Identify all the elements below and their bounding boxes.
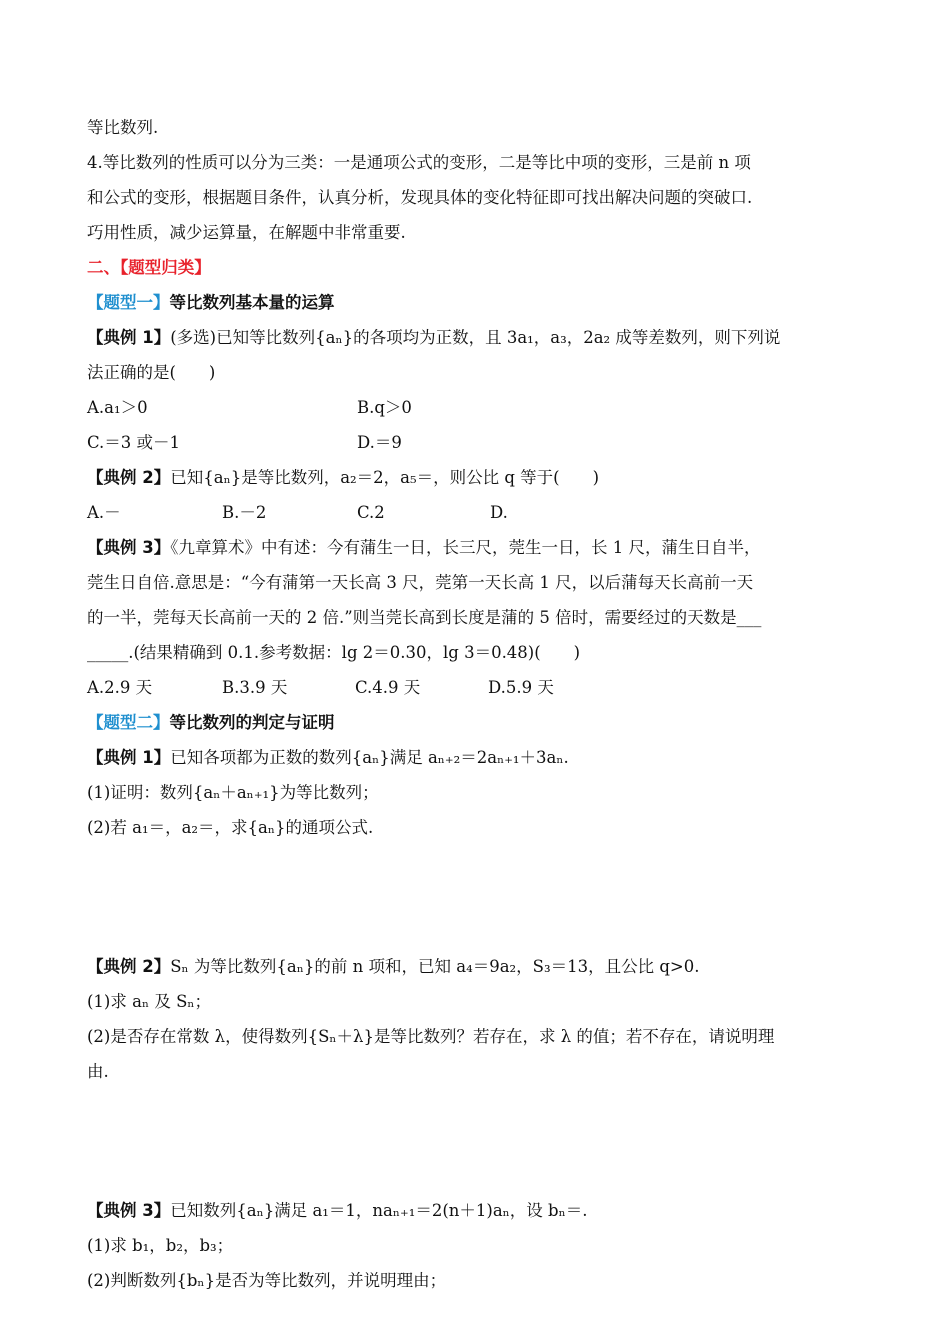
- option-c: C.＝3 或－1: [87, 433, 181, 452]
- text-line: (2)是否存在常数 λ，使得数列{Sₙ＋λ}是等比数列？若存在，求 λ 的值；若不存在，请说明理: [87, 1027, 775, 1046]
- options-row: [87, 425, 867, 460]
- text-line: 4.等比数列的性质可以分为三类：一是通项公式的变形，二是等比中项的变形，三是前 n 项: [87, 153, 751, 172]
- option-a: A.a₁＞0: [87, 398, 148, 417]
- question-text: Sₙ 为等比数列{aₙ}的前 n 项和，已知 a₄＝9a₂，S₃＝13，且公比 q>0.: [170, 957, 700, 976]
- answer-space: [87, 897, 867, 949]
- question-text: 已知各项都为正数的数列{aₙ}满足 aₙ₊₂＝2aₙ₊₁＋3aₙ.: [170, 748, 569, 767]
- option-c: C.2: [357, 503, 385, 522]
- options-row: [87, 495, 867, 530]
- option-b: B.q＞0: [357, 398, 412, 417]
- text-line: (1)求 aₙ 及 Sₙ；: [87, 992, 212, 1011]
- option-d: D.＝9: [357, 433, 402, 452]
- option-a: A.－: [87, 503, 121, 522]
- answer-space: [87, 1141, 867, 1193]
- question-text: 已知数列{aₙ}满足 a₁＝1，naₙ₊₁＝2(n＋1)aₙ，设 bₙ＝.: [170, 1201, 588, 1220]
- question-text: 《九章算术》中有述：今有蒲生一日，长三尺，莞生一日，长 1 尺，蒲生日自半，: [170, 538, 761, 557]
- option-d: D.5.9 天: [488, 678, 554, 697]
- options-row: [87, 670, 867, 705]
- example-3: [87, 530, 867, 565]
- example-label: 【典例 2】: [87, 468, 171, 487]
- text-line: 巧用性质，减少运算量，在解题中非常重要.: [87, 223, 406, 242]
- option-a: A.2.9 天: [87, 678, 153, 697]
- answer-space: [87, 1089, 867, 1141]
- topic-heading-1: [87, 285, 867, 320]
- topic-tag: 【题型二】: [87, 713, 170, 732]
- topic-title: 等比数列基本量的运算: [169, 293, 335, 312]
- question-text: 已知{aₙ}是等比数列，a₂＝2，a₅＝，则公比 q 等于( ): [170, 468, 600, 487]
- text-line: 和公式的变形，根据题目条件，认真分析，发现具体的变化特征即可找出解决问题的突破口.: [87, 188, 753, 207]
- text-line: 莞生日自倍.意思是：“今有蒲第一天长高 3 尺，莞第一天长高 1 尺，以后蒲每天长高前一天: [87, 573, 754, 592]
- example-label: 【典例 1】: [87, 748, 171, 767]
- option-d: D.: [490, 503, 508, 522]
- question-text: (多选)已知等比数列{aₙ}的各项均为正数，且 3a₁，a₃，2a₂ 成等差数列，则下列说: [170, 328, 781, 347]
- text-line: (2)若 a₁＝，a₂＝，求{aₙ}的通项公式.: [87, 818, 374, 837]
- options-row: [87, 390, 867, 425]
- text-line: 法正确的是( ): [87, 363, 216, 382]
- problem-3: [87, 1193, 867, 1228]
- topic-title: 等比数列的判定与证明: [169, 713, 335, 732]
- option-b: B.－2: [222, 503, 267, 522]
- example-2: [87, 460, 867, 495]
- example-label: 【典例 1】: [87, 328, 171, 347]
- document-page: [87, 110, 867, 1298]
- text-line: 由.: [87, 1062, 109, 1081]
- text-line: 等比数列.: [87, 118, 159, 137]
- text-line: (2)判断数列{bₙ}是否为等比数列，并说明理由；: [87, 1271, 447, 1290]
- answer-space: [87, 845, 867, 897]
- text-line: 的一半，莞每天长高前一天的 2 倍.”则当莞长高到长度是蒲的 5 倍时，需要经过的天数是___: [87, 608, 762, 627]
- option-b: B.3.9 天: [222, 678, 288, 697]
- example-1: [87, 320, 867, 355]
- text-line: _____.(结果精确到 0.1.参考数据：lg 2＝0.30，lg 3＝0.48)( ): [87, 643, 581, 662]
- problem-1: [87, 740, 867, 775]
- text-line: (1)求 b₁，b₂，b₃；: [87, 1236, 234, 1255]
- problem-2: [87, 949, 867, 984]
- text-line: (1)证明：数列{aₙ＋aₙ₊₁}为等比数列；: [87, 783, 379, 802]
- section-heading: 二、【题型归类】: [87, 258, 211, 277]
- topic-heading-2: [87, 705, 867, 740]
- option-c: C.4.9 天: [355, 678, 421, 697]
- topic-tag: 【题型一】: [87, 293, 170, 312]
- example-label: 【典例 2】: [87, 957, 171, 976]
- example-label: 【典例 3】: [87, 1201, 171, 1220]
- example-label: 【典例 3】: [87, 538, 171, 557]
